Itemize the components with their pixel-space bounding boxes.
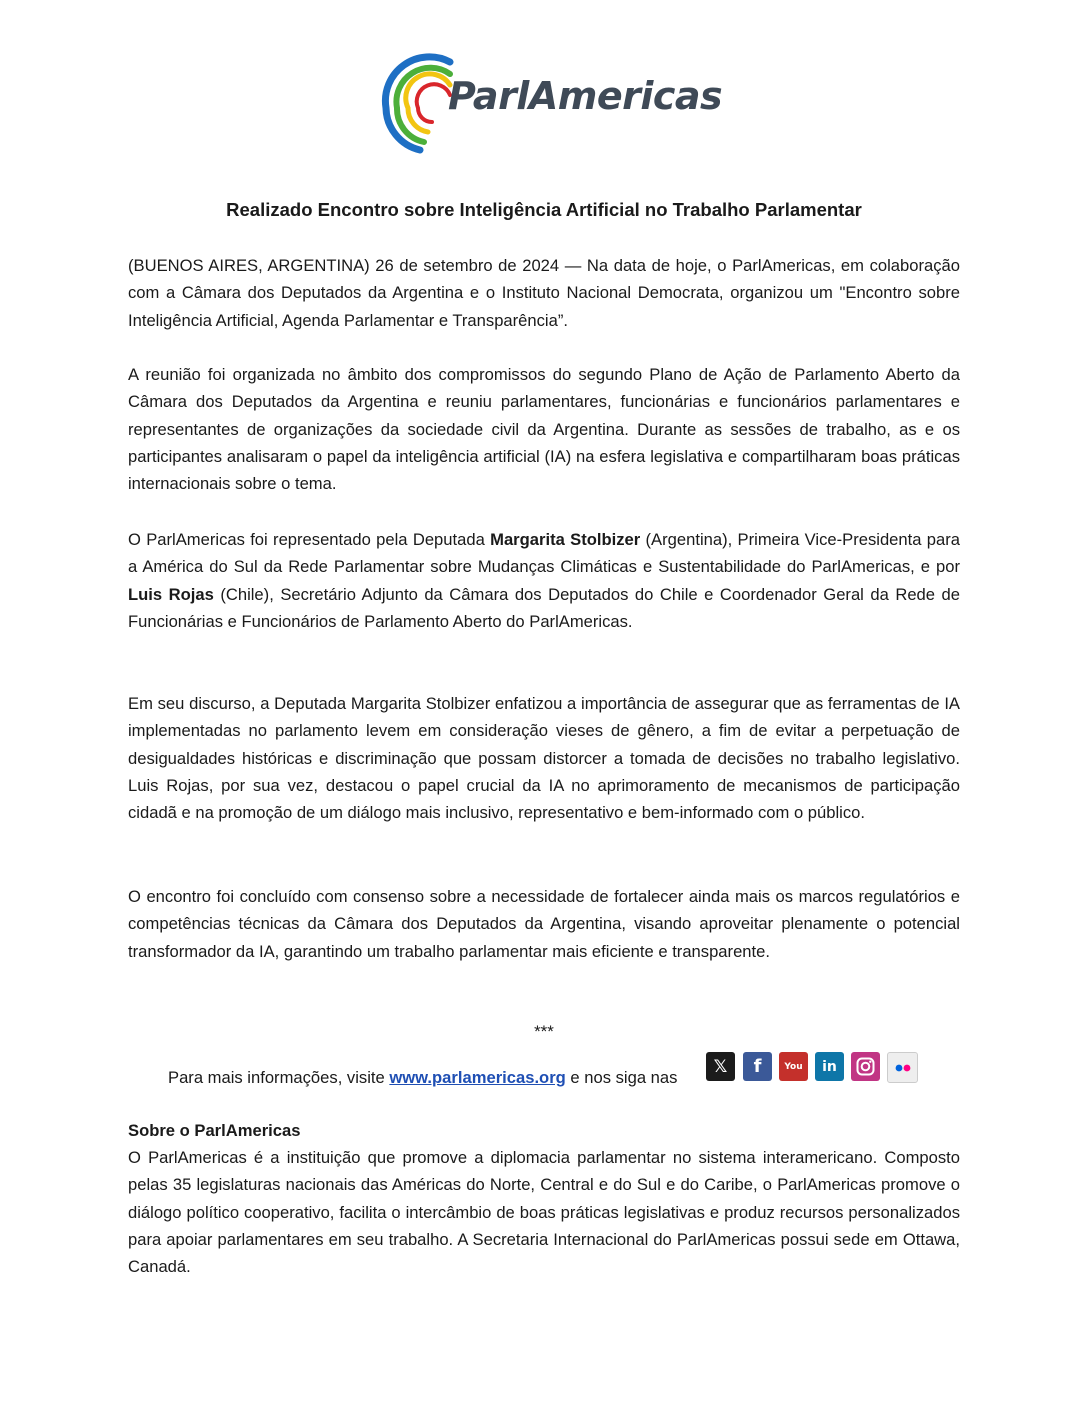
paragraph-speeches: Em seu discurso, a Deputada Margarita Stolbizer enfatizou a importância de assegurar que as ferramentas de IA implementadas no parlamento levem em consideração vieses de gênero, a fim de evitar a perpetuação de desigualdades históricas e discriminação que possam distorcer a tomada de decisões no trabalho legislativo. Luis Rojas, por sua vez, destacou o papel crucial da IA no aprimoramento de mecanismos de participação cidadã e na promoção de um diálogo mais inclusivo, representativo e bem-informado com o público.	[128, 694, 960, 823]
x-icon[interactable]: 𝕏	[706, 1052, 735, 1081]
paragraph-text: (Chile), Secretário Adjunto da Câmara dos Deputados do Chile e Coordenador Geral da Rede de Funcionárias e Funcionários de Parlamento Aberto do ParlAmericas.	[128, 584, 960, 631]
follow-text: e nos siga nas	[565, 1068, 678, 1087]
paragraph-conclusion: O encontro foi concluído com consenso sobre a necessidade de fortalecer ainda mais os marcos regulatórios e competências técnicas da Câmara dos Deputados da Argentina, visando aproveitar plenamente o potencial transformador da IA, garantindo um trabalho parlamentar mais eficiente e transparente.	[128, 887, 960, 961]
instagram-icon[interactable]	[851, 1052, 880, 1081]
flickr-dots-icon	[895, 1064, 911, 1072]
section-separator: ***	[534, 1022, 554, 1041]
follow-text: Para mais informações, visite	[168, 1068, 390, 1087]
page-title: Realizado Encontro sobre Inteligência Artificial no Trabalho Parlamentar	[226, 199, 862, 220]
linkedin-icon[interactable]: in	[815, 1052, 844, 1081]
paragraph-representatives	[128, 526, 960, 635]
paragraph-text: (Argentina), Primeira Vice-Presidenta para a América do Sul da Rede Parlamentar sobre Mudanças Climáticas e Sustentabilidade do ParlAmericas, e por	[128, 530, 960, 577]
parlamericas-logo	[380, 52, 723, 160]
instagram-glyph-icon	[856, 1057, 875, 1076]
paragraph-text: O ParlAmericas foi representado pela Deputada	[128, 530, 491, 549]
facebook-icon[interactable]: f	[743, 1052, 772, 1081]
representative-name: Margarita Stolbizer	[490, 530, 641, 549]
logo-wordmark: ParlAmericas	[448, 74, 723, 118]
about-heading: Sobre o ParlAmericas	[128, 1121, 301, 1140]
representative-name: Luis Rojas	[128, 584, 214, 604]
follow-line	[168, 1065, 677, 1091]
website-link[interactable]: www.parlamericas.org	[389, 1068, 566, 1087]
flickr-icon[interactable]	[887, 1052, 918, 1083]
paragraph-intro: (BUENOS AIRES, ARGENTINA) 26 de setembro de 2024 — Na data de hoje, o ParlAmericas, em colaboração com a Câmara dos Deputados da Argentina e o Instituto Nacional Democrata, organizou um "Encontro sobre Inteligência Artificial, Agenda Parlamentar e Transparência”.	[128, 256, 960, 330]
youtube-icon[interactable]: You	[779, 1052, 808, 1081]
paragraph-meeting-context: A reunião foi organizada no âmbito dos compromissos do segundo Plano de Ação de Parlamento Aberto da Câmara dos Deputados da Argentina e reuniu parlamentares, funcionárias e funcionários parlamentares e representantes de organizações da sociedade civil da Argentina. Durante as sessões de trabalho, as e os participantes analisaram o papel da inteligência artificial (IA) na esfera legislativa e compartilharam boas práticas internacionais sobre o tema.	[128, 365, 960, 494]
about-paragraph: O ParlAmericas é a instituição que promove a diplomacia parlamentar no sistema interamericano. Composto pelas 35 legislaturas nacionais das Américas do Norte, Central e do Sul e do Caribe, o ParlAmericas promove o diálogo político cooperativo, facilita o intercâmbio de boas práticas legislativas e produz recursos personalizados para apoiar parlamentares em seu trabalho. A Secretaria Internacional do ParlAmericas possui sede em Ottawa, Canadá.	[128, 1148, 960, 1277]
